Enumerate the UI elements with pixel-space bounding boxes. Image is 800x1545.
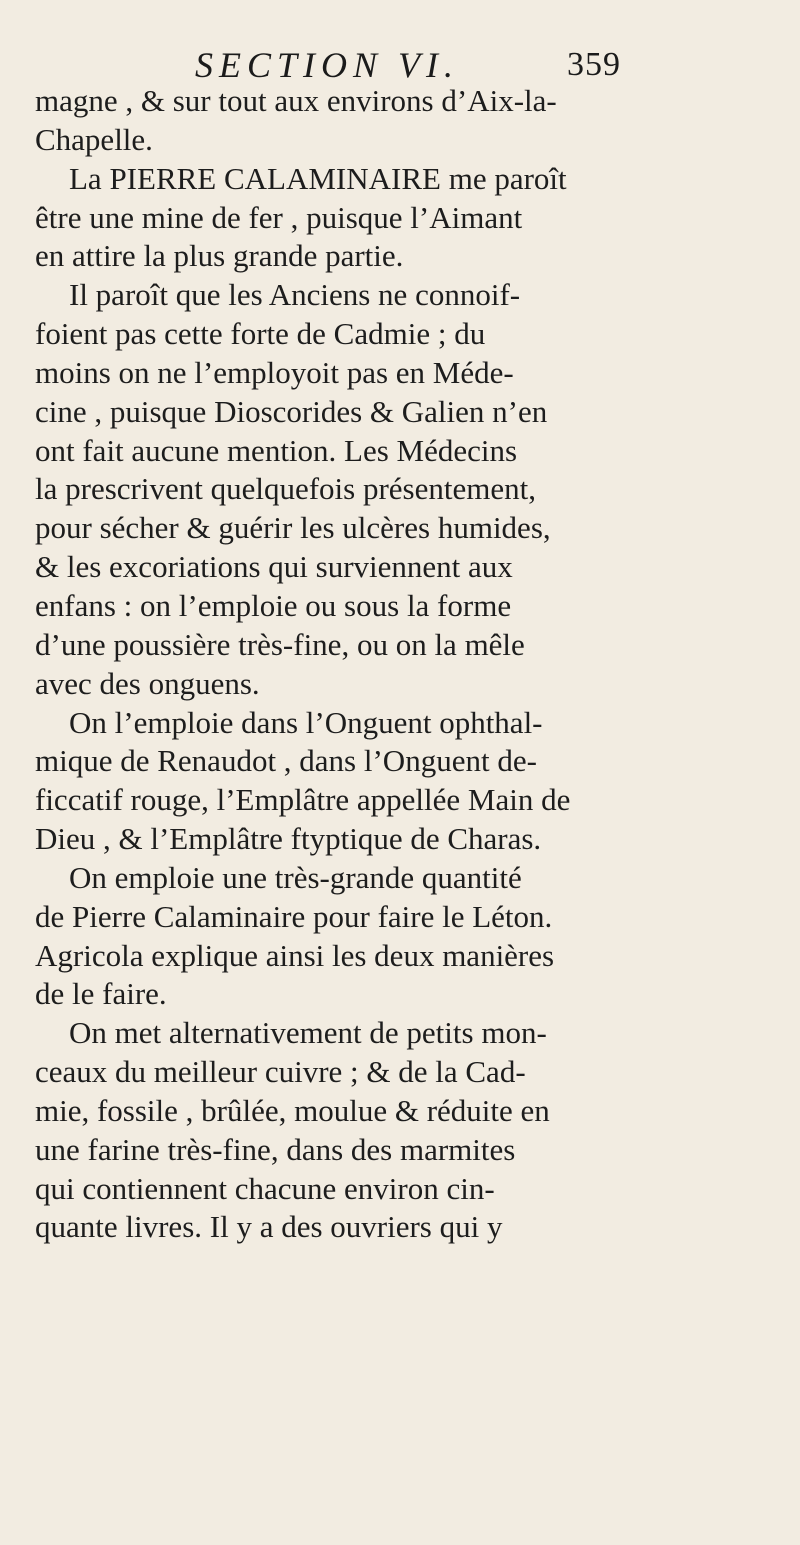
- text-line: qui contiennent chacune environ cin-: [35, 1170, 495, 1206]
- text-line: cine , puisque Dioscorides & Galien n’en: [35, 393, 548, 429]
- text-line: foient pas cette forte de Cadmie ; du: [35, 316, 486, 352]
- paragraph-start-line: Il paroît que les Anciens ne connoif-: [69, 277, 521, 313]
- text-line: de le faire.: [35, 976, 167, 1012]
- text-line: Agricola explique ainsi les deux manières: [35, 937, 555, 973]
- body-text: [35, 82, 775, 1247]
- text-line: Dieu , & l’Emplâtre ftyptique de Charas.: [35, 821, 542, 857]
- text-line: avec des onguens.: [35, 665, 260, 701]
- text-line: ficcatif rouge, l’Emplâtre appellée Main de: [35, 782, 571, 818]
- text-line: ont fait aucune mention. Les Médecins: [35, 432, 518, 468]
- text-line: & les excoriations qui surviennent aux: [35, 549, 513, 585]
- paragraph-start-line: On l’emploie dans l’Onguent ophthal-: [69, 704, 543, 740]
- text-line: ceaux du meilleur cuivre ; & de la Cad-: [35, 1054, 526, 1090]
- text-line: moins on ne l’employoit pas en Méde-: [35, 354, 514, 390]
- text-line: mie, fossile , brûlée, moulue & réduite en: [35, 1092, 550, 1128]
- text-line: enfans : on l’emploie ou sous la forme: [35, 587, 512, 623]
- text-line: de Pierre Calaminaire pour faire le Léton.: [35, 898, 553, 934]
- paragraph-start-line: On emploie une très-grande quantité: [69, 859, 522, 895]
- text-line: pour sécher & guérir les ulcères humides,: [35, 510, 551, 546]
- text-line: une farine très-fine, dans des marmites: [35, 1131, 516, 1167]
- paragraph-start-line: La PIERRE CALAMINAIRE me paroît: [69, 160, 567, 196]
- text-line: mique de Renaudot , dans l’Onguent de-: [35, 743, 537, 779]
- section-title: SECTION VI.: [195, 45, 459, 85]
- text-line: quante livres. Il y a des ouvriers qui y: [35, 1209, 503, 1245]
- text-line: magne , & sur tout aux environs d’Aix-la-: [35, 83, 557, 118]
- text-line: la prescrivent quelquefois présentement,: [35, 471, 536, 507]
- page-number: 359: [567, 46, 621, 83]
- text-line: d’une poussière très-fine, ou on la mêle: [35, 626, 525, 662]
- text-line: être une mine de fer , puisque l’Aimant: [35, 199, 523, 235]
- text-line: en attire la plus grande partie.: [35, 238, 404, 274]
- paragraph-start-line: On met alternativement de petits mon-: [69, 1015, 547, 1051]
- text-line: Chapelle.: [35, 121, 153, 157]
